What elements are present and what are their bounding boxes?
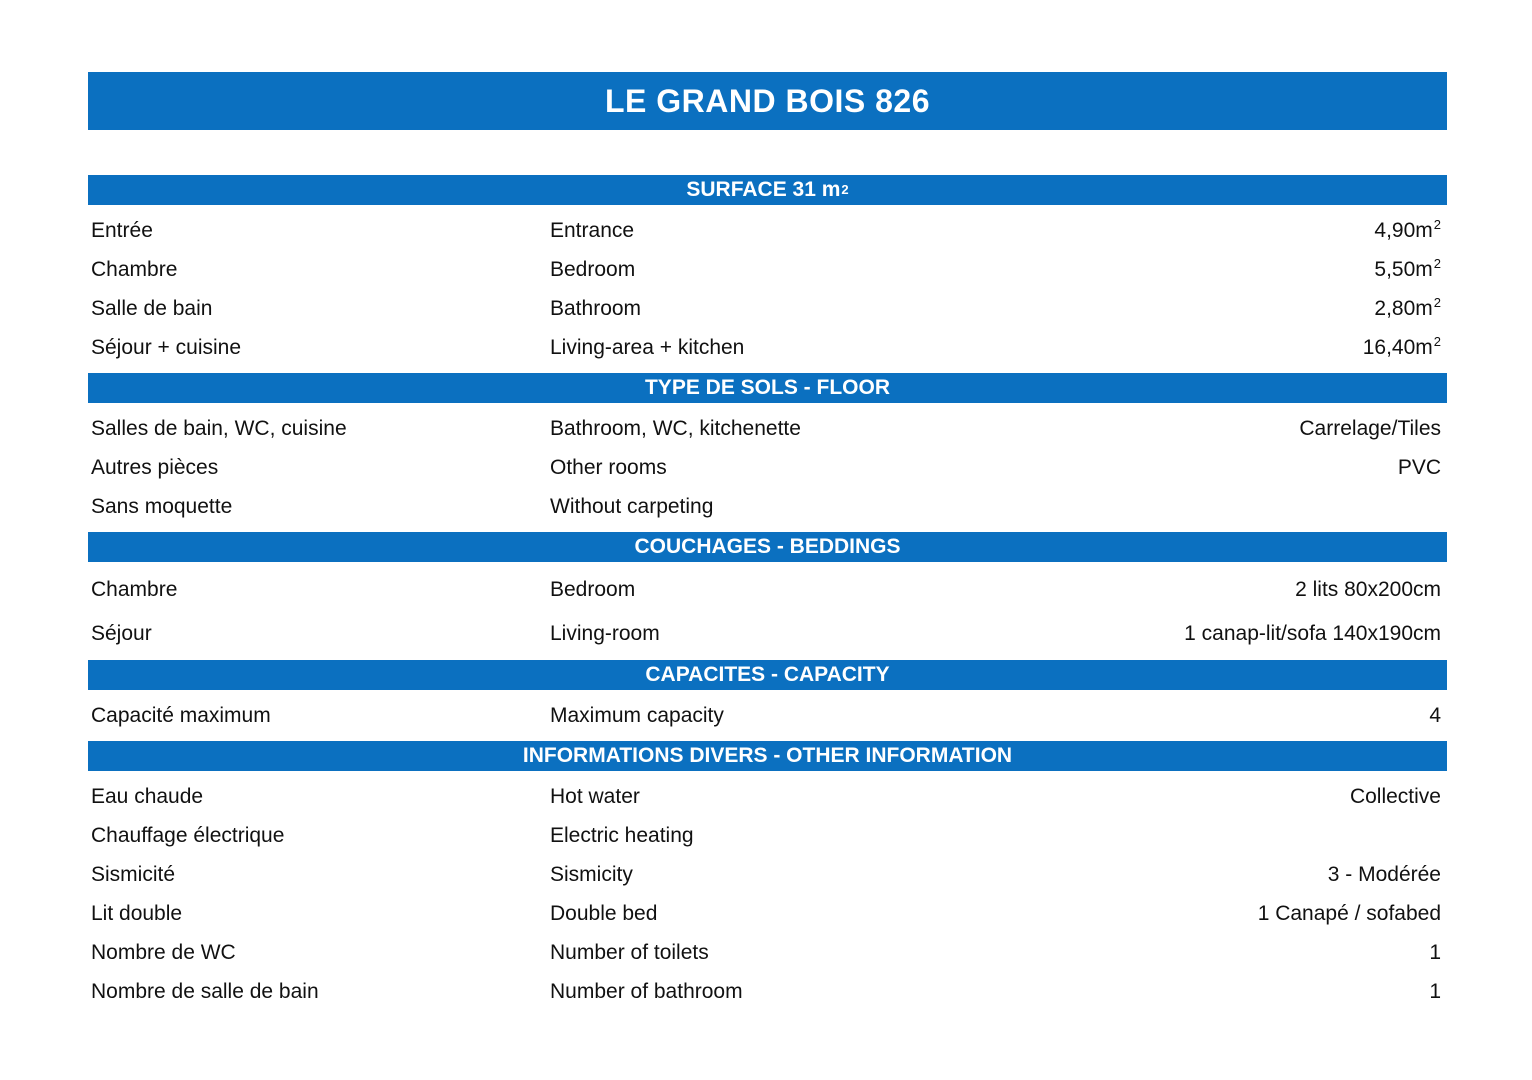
label-fr: Chambre [91, 578, 178, 601]
section-rows [88, 690, 1447, 741]
superscript: 2 [1433, 294, 1441, 310]
section-header [88, 532, 1447, 562]
label-fr: Salles de bain, WC, cuisine [91, 416, 347, 440]
superscript: 2 [1433, 255, 1441, 271]
table-row [88, 211, 1447, 250]
label-fr: Nombre de salle de bain [91, 979, 319, 1003]
table-row [88, 777, 1447, 816]
label-fr: Sismicité [91, 862, 176, 886]
table-row [88, 328, 1447, 367]
label-fr: Autres pièces [91, 455, 219, 479]
table-row [88, 933, 1447, 972]
table-row [88, 894, 1447, 933]
table-row [88, 289, 1447, 328]
value: $2,80m^2$ [1374, 294, 1441, 320]
label-en: Number of toilets [550, 940, 709, 964]
section-header-label: INFORMATIONS DIVERS - OTHER INFORMATION [522, 744, 1013, 767]
section-header [88, 660, 1447, 690]
section-header-label: TYPE DE SOLS - FLOOR [644, 376, 891, 399]
value: 1 [1429, 979, 1441, 1003]
label-en: Other rooms [550, 455, 667, 479]
label-en: Electric heating [550, 823, 694, 847]
value: PVC [1397, 455, 1441, 479]
value: 1 canap-lit/sofa 140x190cm [1184, 622, 1441, 645]
table-row [88, 855, 1447, 894]
table-row [88, 409, 1447, 448]
value: 4 [1429, 703, 1441, 727]
label-en: Bedroom [550, 578, 636, 601]
value: 1 [1429, 940, 1441, 964]
section-header [88, 741, 1447, 771]
label-fr: Eau chaude [91, 784, 204, 808]
value: $5,50m^2$ [1374, 255, 1441, 281]
label-en: Double bed [550, 901, 658, 925]
label-en: Maximum capacity [550, 703, 724, 727]
section-header [88, 373, 1447, 403]
section-beddings [88, 532, 1447, 660]
section-capacity [88, 660, 1447, 741]
value: 1 Canapé / sofabed [1257, 901, 1441, 925]
section-surface [88, 175, 1447, 373]
label-fr: Sans moquette [91, 494, 233, 518]
label-fr: Lit double [91, 901, 183, 925]
label-en: Entrance [550, 218, 635, 242]
table-row [88, 250, 1447, 289]
label-en: Sismicity [550, 862, 633, 886]
label-en: Bedroom [550, 257, 636, 281]
label-fr: Séjour [91, 622, 152, 645]
section-floor [88, 373, 1447, 532]
value: Collective [1349, 784, 1441, 808]
label-en: Number of bathroom [550, 979, 743, 1003]
value: 3 - Modérée [1327, 862, 1441, 886]
section-rows [88, 403, 1447, 532]
label-en: Without carpeting [550, 494, 714, 518]
label-fr: Nombre de WC [91, 940, 236, 964]
section-header-label: CAPACITES - CAPACITY [645, 663, 890, 686]
title-banner [88, 72, 1447, 130]
label-en: Living-room [550, 622, 660, 645]
value: 2 lits 80x200cm [1295, 578, 1441, 601]
table-row [88, 568, 1447, 612]
section-header-label: SURFACE 31 m [686, 178, 841, 201]
label-fr: Séjour + cuisine [91, 335, 242, 359]
table-row [88, 612, 1447, 656]
section-rows [88, 771, 1447, 1017]
section-header-label: COUCHAGES - BEDDINGS [634, 535, 901, 558]
label-en: Bathroom, WC, kitchenette [550, 416, 801, 440]
section-rows [88, 205, 1447, 373]
superscript: 2 [1433, 216, 1441, 232]
superscript: 2 [1433, 333, 1441, 349]
section-other-information [88, 741, 1447, 1017]
label-en: Bathroom [550, 296, 642, 320]
table-row [88, 972, 1447, 1011]
label-fr: Chambre [91, 257, 178, 281]
page-title: LE GRAND BOIS 826 [604, 82, 930, 119]
label-en: Hot water [550, 784, 640, 808]
table-row [88, 696, 1447, 735]
label-fr: Entrée [91, 218, 153, 242]
value: $4,90m^2$ [1374, 216, 1441, 242]
section-header: SURFACE 31 m 2 [88, 175, 1447, 205]
table-row [88, 816, 1447, 855]
document [88, 72, 1447, 1017]
label-fr: Chauffage électrique [91, 823, 285, 847]
table-row [88, 487, 1447, 526]
label-fr: Salle de bain [91, 296, 213, 320]
label-fr: Capacité maximum [91, 703, 271, 727]
label-en: Living-area + kitchen [550, 335, 745, 359]
value: Carrelage/Tiles [1299, 416, 1441, 440]
section-rows [88, 562, 1447, 660]
value: $16,40m^2$ [1362, 333, 1441, 359]
table-row [88, 448, 1447, 487]
